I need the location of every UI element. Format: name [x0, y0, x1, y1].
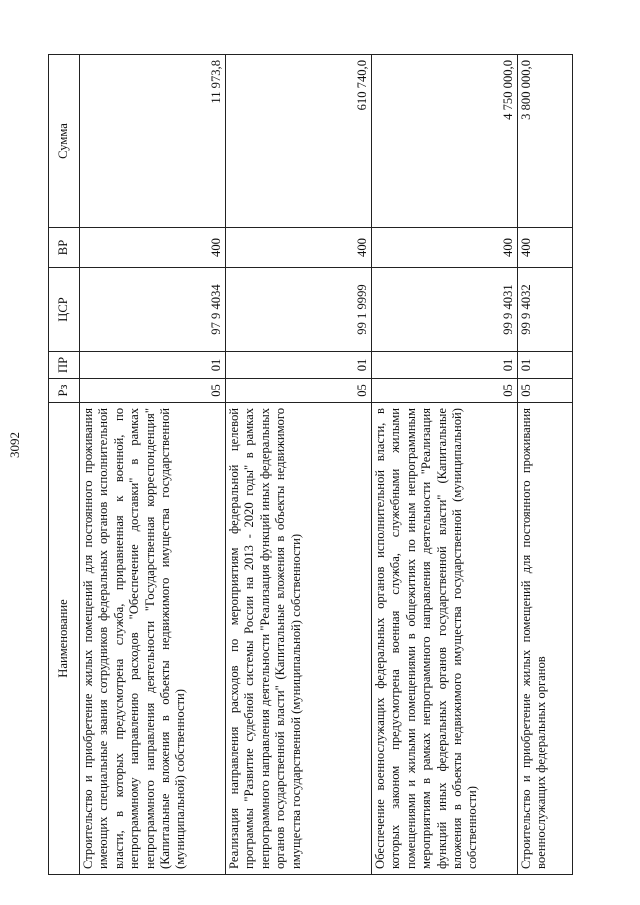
row-rz-cell: 05 [518, 379, 573, 403]
header-name: Наименование [49, 403, 80, 875]
row-pr-cell: 01 [518, 352, 573, 379]
table-row [80, 55, 226, 875]
table-row [518, 55, 573, 875]
row-name-cell: Обеспечение военнослужащих федеральных органов исполнительной власти, в которых законом предусмотрена военная служба, служебными жилыми помещениями и жилыми помещениями в общежитиях по иным непрограммным мероприятиям в рамках непрограммного направления деятельности "Реализация функций иных федеральных органов государственной власти" (Капитальные вложения в объекты недвижимого имущества государственной (муниципальной) собственности) [372, 403, 518, 875]
row-pr-cell: 01 [372, 352, 518, 379]
table-row [372, 55, 518, 875]
row-csr-cell: 99 9 4032 [518, 268, 573, 352]
row-sum-cell: 3 800 000,0 [518, 55, 573, 228]
row-vr-cell: 400 [518, 228, 573, 268]
row-vr-cell: 400 [80, 228, 226, 268]
row-name-cell: Строительство и приобретение жилых помещений для постоянного проживания имеющих специальные звания сотрудников федеральных органов исполнительной власти, в которых предусмотрена служба, приравненная к военной, по непрограммному направлению расходов "Обеспечение доставки" в рамках непрограммного направления деятельности "Государственная корреспонденция" (Капитальные вложения в объекты недвижимого имущества государственной (муниципальной) собственности) [80, 403, 226, 875]
table-row [226, 55, 372, 875]
row-rz-cell: 05 [372, 379, 518, 403]
row-name-cell: Реализация направления расходов по мероприятиям федеральной целевой программы "Развитие судебной системы России на 2013 - 2020 годы" в рамках непрограммного направления деятельности "Реализация функций иных федеральных органов государственной власти" (Капитальные вложения в объекты недвижимого имущества государственной (муниципальной) собственности) [226, 403, 372, 875]
row-sum-cell: 11 973,8 [80, 55, 226, 228]
header-csr: ЦСР [49, 268, 80, 352]
header-sum: Сумма [49, 55, 80, 228]
row-vr-cell: 400 [226, 228, 372, 268]
budget-table [48, 54, 573, 875]
header-pr: ПР [49, 352, 80, 379]
page-number: 3092 [7, 432, 22, 458]
table-header-row [49, 55, 80, 875]
row-csr-cell: 99 1 9999 [226, 268, 372, 352]
row-rz-cell: 05 [80, 379, 226, 403]
header-vr: ВР [49, 228, 80, 268]
rotated-page [48, 55, 598, 875]
row-pr-cell: 01 [226, 352, 372, 379]
row-rz-cell: 05 [226, 379, 372, 403]
row-sum-cell: 4 750 000,0 [372, 55, 518, 228]
row-pr-cell: 01 [80, 352, 226, 379]
row-name-cell: Строительство и приобретение жилых помещений для постоянного проживания военнослужащих федеральных органов [518, 403, 573, 875]
row-vr-cell: 400 [372, 228, 518, 268]
row-csr-cell: 97 9 4034 [80, 268, 226, 352]
row-sum-cell: 610 740,0 [226, 55, 372, 228]
header-rz: Рз [49, 379, 80, 403]
row-csr-cell: 99 9 4031 [372, 268, 518, 352]
